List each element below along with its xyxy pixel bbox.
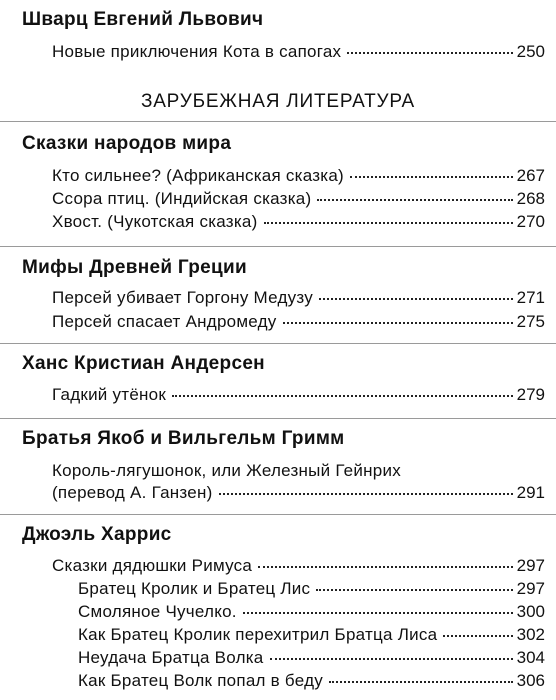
dot-leader [243,612,513,614]
toc-entry-title: Персей убивает Горгону Медузу [52,288,313,307]
toc-entry-page-number: 275 [516,312,545,331]
toc-entry-title: Как Братец Волк попал в беду [78,671,323,690]
toc-entry-page-number: 250 [516,42,545,61]
toc-entry-page-number: 300 [516,602,545,621]
toc-entry-ugly-duckling[interactable] [52,384,545,406]
toc-entry-title: Кто сильнее? (Африканская сказка) [52,166,344,185]
author-heading-grimm: Братья Якоб и Вильгельм Гримм [22,428,345,449]
toc-entry-page-number: 268 [516,189,545,208]
section-divider [0,418,556,419]
toc-entry-page-number: 270 [516,212,545,231]
toc-entry-title: Новые приключения Кота в сапогах [52,42,342,61]
section-divider [0,514,556,515]
dot-leader [264,222,513,224]
toc-entry-rabbit-outwits-fox[interactable] [78,624,545,646]
toc-entry-new-adventures-puss[interactable] [52,41,545,63]
toc-entry-page-number: 271 [516,288,545,307]
author-heading-harris: Джоэль Харрис [22,524,172,545]
toc-entry-uncle-remus[interactable] [52,555,545,577]
toc-entry-title: Хвост. (Чукотская сказка) [52,212,258,231]
section-divider [0,246,556,247]
toc-entry-page-number: 304 [516,648,545,667]
toc-entry-title: Как Братец Кролик перехитрил Братца Лиса [78,625,438,644]
dot-leader [172,395,513,397]
dot-leader [347,52,512,54]
toc-entry-perseus-kills-medusa[interactable] [52,287,545,309]
toc-entry-title: Сказки дядюшки Римуса [52,556,253,575]
author-heading-world-tales: Сказки народов мира [22,133,232,154]
dot-leader [283,322,513,324]
toc-entry-brer-rabbit-and-fox[interactable] [78,578,545,600]
toc-entry-who-is-stronger[interactable] [52,165,545,187]
toc-entry-title: Братец Кролик и Братец Лис [78,579,311,598]
toc-entry-title: Персей спасает Андромеду [52,312,277,331]
toc-entry-title: Смоляное Чучелко. [78,602,237,621]
toc-entry-page-number: 291 [516,483,545,502]
section-divider [0,121,556,122]
toc-entry-page-number: 279 [516,385,545,404]
dot-leader [270,658,513,660]
dot-leader [443,635,512,637]
toc-entry-perseus-saves-andromeda[interactable] [52,311,545,333]
dot-leader [258,566,513,568]
dot-leader [350,176,513,178]
toc-entry-frog-king[interactable] [52,482,545,504]
toc-entry-page-number: 297 [516,579,545,598]
toc-entry-title: (перевод А. Ганзен) [52,483,213,502]
toc-entry-page-number: 267 [516,166,545,185]
toc-entry-title: Гадкий утёнок [52,385,167,404]
toc-entry-page-number: 297 [516,556,545,575]
dot-leader [316,589,512,591]
toc-entry-wolf-failure[interactable] [78,647,545,669]
author-heading-andersen: Ханс Кристиан Андерсен [22,353,265,374]
toc-entry-title-line1[interactable]: Король-лягушонок, или Железный Гейнрих [52,461,401,480]
section-heading-foreign-literature: ЗАРУБЕЖНАЯ ЛИТЕРАТУРА [140,91,416,112]
dot-leader [329,681,513,683]
toc-entry-title: Ссора птиц. (Индийская сказка) [52,189,312,208]
dot-leader [219,493,513,495]
author-heading-greek-myths: Мифы Древней Греции [22,257,247,278]
section-divider [0,343,556,344]
dot-leader [319,298,513,300]
toc-entry-title: Неудача Братца Волка [78,648,264,667]
dot-leader [317,199,512,201]
toc-entry-tail[interactable] [52,211,545,233]
toc-entry-wolf-in-trouble[interactable] [78,670,545,692]
author-heading-shvarts: Шварц Евгений Львович [22,9,264,30]
toc-entry-tar-baby[interactable] [78,601,545,623]
toc-entry-page-number: 306 [516,671,545,690]
toc-entry-birds-quarrel[interactable] [52,188,545,210]
toc-entry-page-number: 302 [516,625,545,644]
